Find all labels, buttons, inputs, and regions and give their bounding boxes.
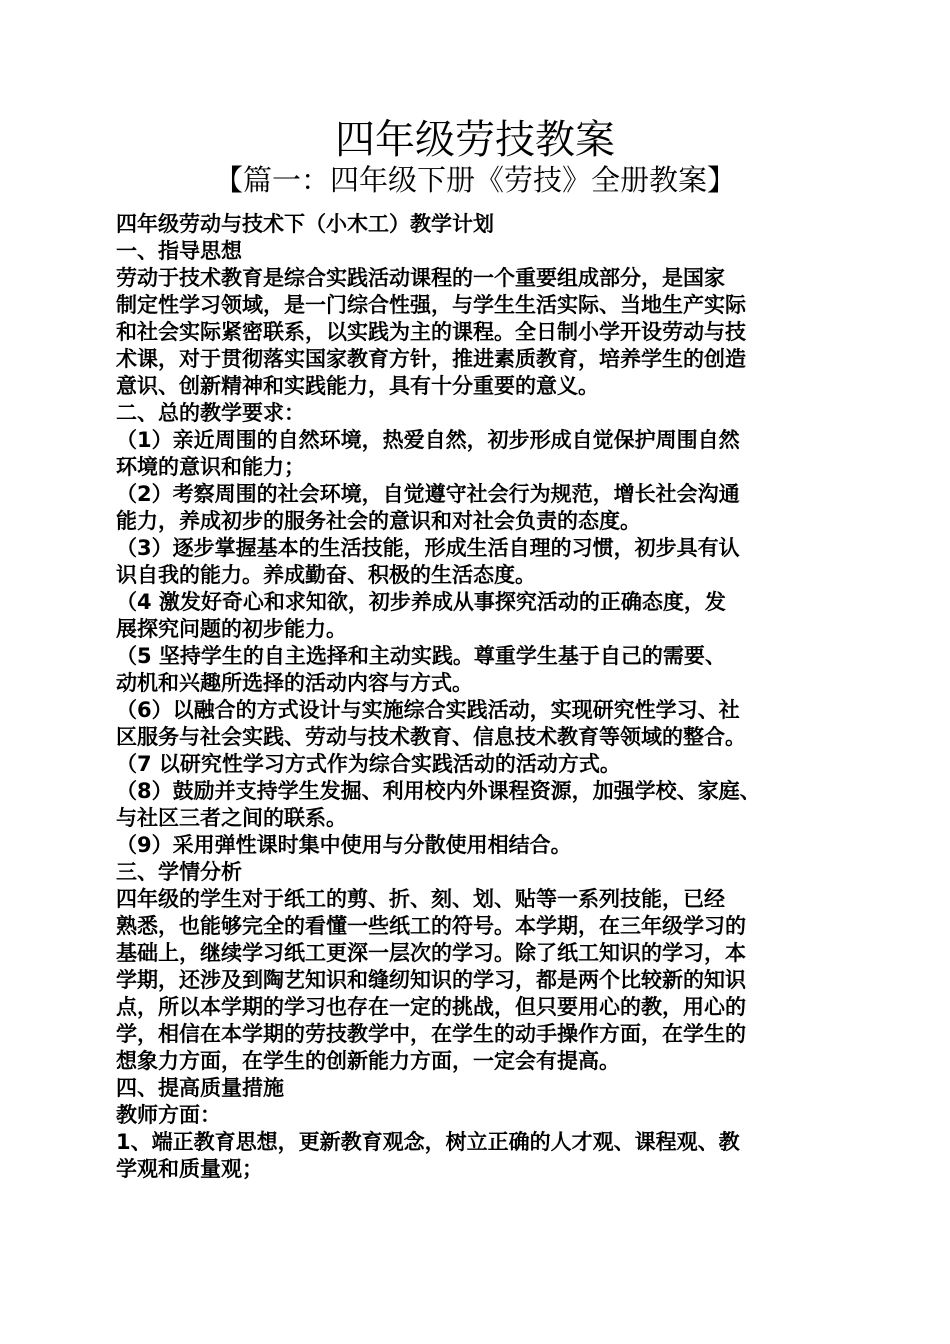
body-line: 识自我的能力。养成勤奋、积极的生活态度。	[116, 563, 536, 587]
body-line: 学观和质量观；	[116, 1157, 263, 1181]
body-line: （7 以研究性学习方式作为综合实践活动的活动方式。	[116, 752, 621, 776]
body-line: 一、指导思想	[116, 239, 242, 263]
body-line: 基础上，继续学习纸工更深一层次的学习。除了纸工知识的学习，本	[116, 941, 746, 965]
body-line: 展探究问题的初步能力。	[116, 617, 347, 641]
body-line: 点，所以本学期的学习也存在一定的挑战，但只要用心的教，用心的	[116, 995, 746, 1019]
body-line: 动机和兴趣所选择的活动内容与方式。	[116, 671, 473, 695]
body-line: 学，相信在本学期的劳技教学中，在学生的动手操作方面，在学生的	[116, 1022, 746, 1046]
document-subtitle: 【篇一：四年级下册《劳技》全册教案】	[213, 163, 736, 197]
body-line: 想象力方面，在学生的创新能力方面，一定会有提高。	[116, 1049, 620, 1073]
body-line: （9）采用弹性课时集中使用与分散使用相结合。	[116, 833, 572, 857]
document-title: 四年级劳技教案	[335, 117, 615, 163]
body-line: 术课，对于贯彻落实国家教育方针，推进素质教育，培养学生的创造	[116, 347, 746, 371]
body-line: 三、学情分析	[116, 860, 242, 884]
body-line: 四、提高质量措施	[116, 1076, 284, 1100]
body-line: （1）亲近周围的自然环境，热爱自然，初步形成自觉保护周围自然	[116, 428, 740, 452]
body-line: 四年级劳动与技术下（小木工）教学计划	[116, 212, 494, 236]
body-line: （8）鼓励并支持学生发掘、利用校内外课程资源，加强学校、家庭、	[116, 779, 761, 803]
body-line: 制定性学习领域，是一门综合性强，与学生生活实际、当地生产实际	[116, 293, 746, 317]
body-line: （6）以融合的方式设计与实施综合实践活动，实现研究性学习、社	[116, 698, 740, 722]
body-line: 环境的意识和能力；	[116, 455, 305, 479]
body-line: 四年级的学生对于纸工的剪、折、刻、划、贴等一系列技能，已经	[116, 887, 725, 911]
document-body	[116, 211, 840, 1183]
body-line: （2）考察周围的社会环境，自觉遵守社会行为规范，增长社会沟通	[116, 482, 740, 506]
body-line: 学期，还涉及到陶艺知识和缝纫知识的学习，都是两个比较新的知识	[116, 968, 746, 992]
body-line: 意识、创新精神和实践能力，具有十分重要的意义。	[116, 374, 599, 398]
body-line: 与社区三者之间的联系。	[116, 806, 347, 830]
body-line: （4 激发好奇心和求知欲，初步养成从事探究活动的正确态度，发	[116, 590, 726, 614]
body-line: 和社会实际紧密联系，以实践为主的课程。全日制小学开设劳动与技	[116, 320, 746, 344]
body-line: 熟悉，也能够完全的看懂一些纸工的符号。本学期，在三年级学习的	[116, 914, 746, 938]
body-line: 1、端正教育思想，更新教育观念，树立正确的人才观、课程观、教	[116, 1130, 740, 1154]
body-line: 劳动于技术教育是综合实践活动课程的一个重要组成部分，是国家	[116, 266, 725, 290]
body-line: （3）逐步掌握基本的生活技能，形成生活自理的习惯，初步具有认	[116, 536, 740, 560]
body-line: 二、总的教学要求：	[116, 401, 305, 425]
body-line: 区服务与社会实践、劳动与技术教育、信息技术教育等领域的整合。	[116, 725, 746, 749]
body-line: （5 坚持学生的自主选择和主动实践。尊重学生基于自己的需要、	[116, 644, 726, 668]
body-line: 教师方面：	[116, 1103, 221, 1127]
body-line: 能力，养成初步的服务社会的意识和对社会负责的态度。	[116, 509, 641, 533]
